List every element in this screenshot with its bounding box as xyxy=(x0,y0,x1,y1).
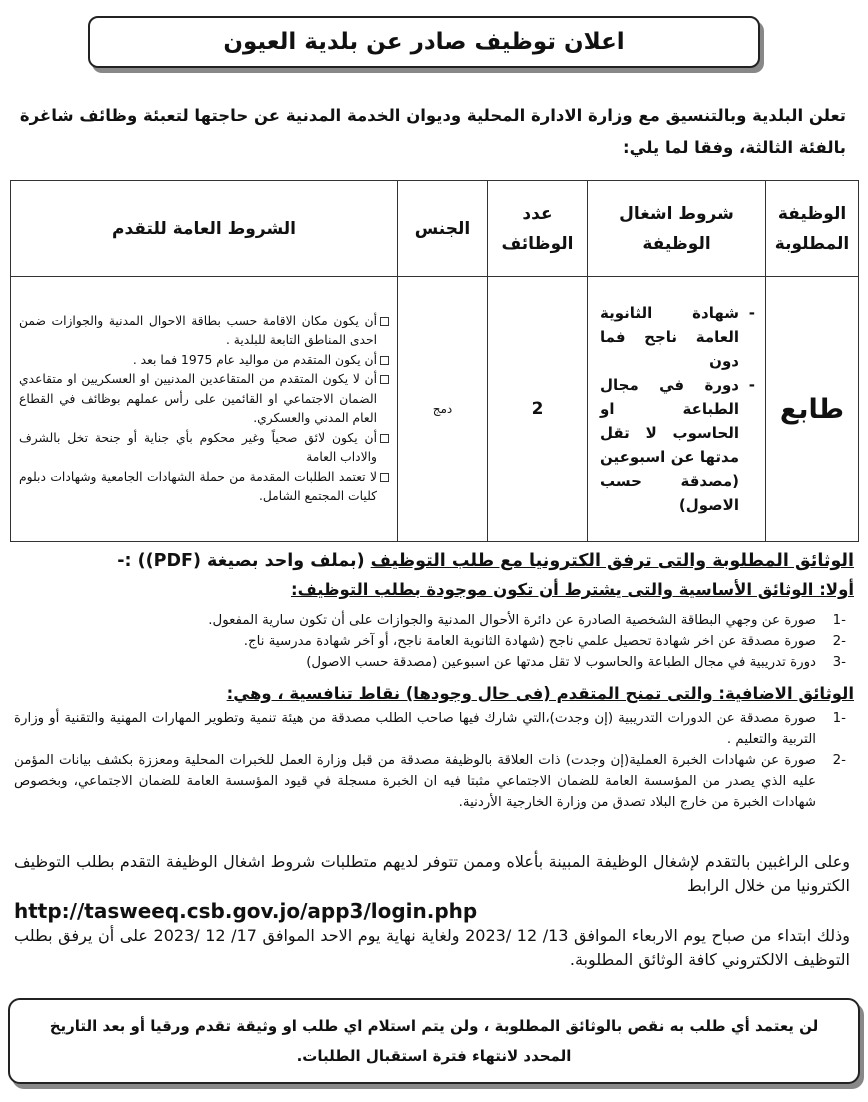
checkbox-icon xyxy=(380,356,389,365)
basic-documents-heading: أولا: الوثائق الأساسية والتى يشترط أن تكون موجودة بطلب التوظيف: xyxy=(290,580,854,599)
intro-paragraph: تعلن البلدية وبالتنسيق مع وزارة الادارة المحلية وديوان الخدمة المدنية عن حاجتها لتعبئة وظائف شاغرة بالفئة الثالثة، وفقا لما يلي: xyxy=(19,106,846,157)
checkbox-icon xyxy=(380,434,389,443)
closing-paragraph xyxy=(14,850,850,972)
condition-item: أن يكون لائق صحياً وغير محكوم بأي جناية أو جنحة تخل بالشرف والاداب العامة xyxy=(19,429,389,468)
header-conditions: الشروط العامة للتقدم xyxy=(11,181,398,277)
header-gender: الجنس xyxy=(398,181,488,277)
requirement-item: - شهادة الثانوية العامة ناجح فما دون xyxy=(600,301,755,373)
condition-item: أن لا يكون المتقدم من المتقاعدين المدنيين او العسكريين او متقاعدي الضمان الاجتماعي او القائمين على رأس عملهم بوظائف في القطاع العام المدني والعسكري. xyxy=(19,370,389,429)
job-count-cell: 2 xyxy=(488,277,588,542)
header-count: عدد الوظائف xyxy=(488,181,588,277)
list-item: -1 صورة عن وجهي البطاقة الشخصية الصادرة عن دائرة الأحوال المدنية والجوازات على أن تكون سارية المفعول. xyxy=(208,613,846,628)
list-item: -1 صورة مصدقة عن الدورات التدريبية (إن وجدت)،التي شارك فيها صاحب الطلب مصدقة من هيئة تنمية وتطوير المهارات المهنية والتقنية أو وزارة التربية والتعليم . xyxy=(14,711,846,747)
extra-documents-heading: الوثائق الاضافية: والتى تمنح المتقدم (فى حال وجودها) نقاط تنافسية ، وهي: xyxy=(226,684,854,703)
list-item: -2 صورة عن شهادات الخبرة العملية(إن وجدت) ذات العلاقة بالوظيفة مصدقة من قبل وزارة العمل للخبرات المحلية ومعززة بكشف بيانات المؤمن عليه الذي يصدر من المؤسسة العامة للضمان الاجتماعي مثبتا فيه ان الخبرة مسجلة في قيود المؤسسة العامة للضمان الاجتماعي، وبخصوص شهادات الخبرة من خارج البلاد تصدق من وزارة الخارجية الأردنية. xyxy=(14,753,846,810)
footer-notice: لن يعتمد أي طلب به نقص بالوثائق المطلوبة ، ولن يتم استلام اي طلب او وثيقة تقدم ورقيا أو بعد التاريخ المحدد لانتهاء فترة استقبال الطلبات. xyxy=(49,1017,819,1065)
basic-documents-list xyxy=(14,610,854,673)
application-link[interactable]: http://tasweeq.csb.gov.jo/app3/login.php xyxy=(14,899,478,923)
header-job: الوظيفة المطلوبة xyxy=(766,181,859,277)
requirements-cell xyxy=(588,277,766,542)
conditions-cell xyxy=(11,277,398,542)
condition-item: أن يكون مكان الاقامة حسب بطاقة الاحوال المدنية والجوازات ضمن احدى المناطق التابعة للبلدية . xyxy=(19,312,389,351)
announcement-title-box xyxy=(88,16,760,68)
checkbox-icon xyxy=(380,473,389,482)
job-table-row xyxy=(11,277,859,542)
closing-text-before: وعلى الراغبين بالتقدم لإشغال الوظيفة المبينة بأعلاه وممن تتوفر لديهم متطلبات شروط اشغال الوظيفة التقدم بطلب التوظيف الكترونيا من خلال الرابط xyxy=(14,852,850,895)
extra-documents-list xyxy=(14,708,854,813)
documents-heading xyxy=(14,548,854,574)
checkbox-icon xyxy=(380,375,389,384)
checkbox-icon xyxy=(380,317,389,326)
requirement-item: - دورة في مجال الطباعة او الحاسوب لا تقل مدتها عن اسبوعين (مصدقة حسب الاصول) xyxy=(600,373,755,517)
documents-heading-main: الوثائق المطلوبة والتى ترفق الكترونيا مع طلب التوظيف xyxy=(370,551,854,571)
job-table xyxy=(10,180,859,542)
list-item: -2 صورة مصدقة عن اخر شهادة تحصيل علمي ناجح (شهادة الثانوية العامة ناجح، أو آخر شهادة مدرسية ناج. xyxy=(243,634,846,649)
job-title-cell: طابع xyxy=(766,277,859,542)
condition-item: أن يكون المتقدم من مواليد عام 1975 فما بعد . xyxy=(19,351,389,371)
job-table-header-row xyxy=(11,181,859,277)
closing-text-after: وذلك ابتداء من صباح يوم الاربعاء الموافق 13/ 12 /2023 ولغاية نهاية يوم الاحد الموافق 17/ 12 /2023 على أن يرفق بطلب التوظيف الالكتروني كافة الوثائق المطلوبة. xyxy=(14,926,850,969)
announcement-title: اعلان توظيف صادر عن بلدية العيون xyxy=(223,29,625,55)
footer-notice-box xyxy=(8,998,860,1084)
gender-cell: دمج xyxy=(398,277,488,542)
condition-item: لا تعتمد الطلبات المقدمة من حملة الشهادات الجامعية وشهادات دبلوم كليات المجتمع الشامل. xyxy=(19,468,389,507)
list-item: -3 دورة تدريبية في مجال الطباعة والحاسوب لا تقل مدتها عن اسبوعين (مصدقة حسب الاصول) xyxy=(306,655,846,670)
header-requirements: شروط اشغال الوظيفة xyxy=(588,181,766,277)
documents-heading-rest: (بملف واحد بصيغة (PDF)) :- xyxy=(117,551,371,571)
